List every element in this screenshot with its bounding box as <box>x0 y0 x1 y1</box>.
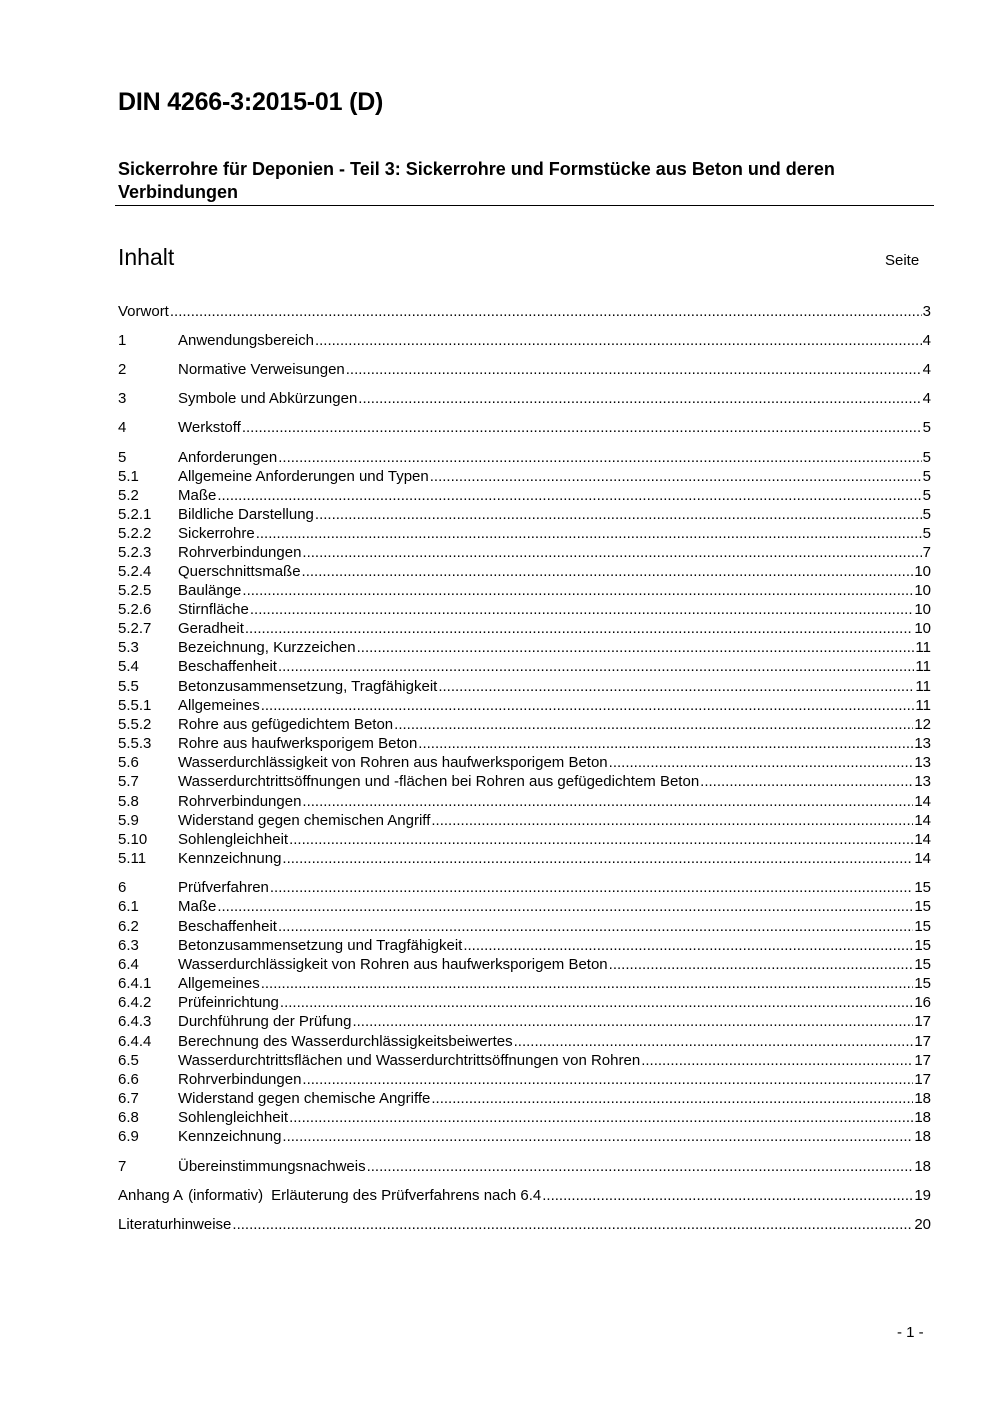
toc-entry-title: Rohre aus haufwerksporigem Beton <box>178 735 418 752</box>
toc-entry-title: Normative Verweisungen <box>178 361 345 378</box>
toc-entry-number: 5.5.2 <box>118 716 152 733</box>
toc-entry-page: 10 <box>914 563 931 580</box>
title-divider <box>115 205 934 206</box>
toc-entry-title: Anforderungen <box>178 449 278 466</box>
toc-entry-number: 5.1 <box>118 468 139 485</box>
toc-entry-number: 7 <box>118 1158 127 1175</box>
toc-entry-title: Wasserdurchtrittsöffnungen und -flächen bei Rohren aus gefügedichtem Beton <box>178 773 700 790</box>
toc-entry-title: Betonzusammensetzung, Tragfähigkeit <box>178 678 438 695</box>
toc-entry-title: Sohlengleichheit <box>178 831 289 848</box>
toc-entry-page: 10 <box>914 620 931 637</box>
toc-entry-number: 2 <box>118 361 127 378</box>
toc-entry[interactable] <box>118 1089 931 1108</box>
dot-leader <box>256 524 922 543</box>
toc-entry-number: 5.7 <box>118 773 139 790</box>
toc-entry[interactable] <box>118 467 931 486</box>
toc-entry-title: Bezeichnung, Kurzzeichen <box>178 639 356 656</box>
toc-entry-title: Durchführung der Prüfung <box>178 1013 352 1030</box>
toc-entry-title: Wasserdurchlässigkeit von Rohren aus haufwerksporigem Beton <box>178 956 608 973</box>
toc-page-column-label: Seite <box>885 252 920 269</box>
toc-entry-title: Rohrverbindungen <box>178 544 302 561</box>
toc-entry-page: 17 <box>914 1071 931 1088</box>
toc-entry-number: 5.5.3 <box>118 735 152 752</box>
dot-leader <box>302 543 921 562</box>
toc-entry-number: 5.11 <box>118 850 147 867</box>
toc-entry[interactable] <box>118 657 931 676</box>
dot-leader <box>358 389 921 408</box>
dot-leader <box>346 360 922 379</box>
toc-entry-title: Rohrverbindungen <box>178 1071 302 1088</box>
toc-entry[interactable] <box>118 524 931 543</box>
toc-entry-page: 5 <box>922 449 931 466</box>
toc-entry[interactable] <box>118 562 931 581</box>
dot-leader <box>394 715 913 734</box>
toc-entry-number: 6.9 <box>118 1128 139 1145</box>
toc-entry-title: Widerstand gegen chemische Angriffe <box>178 1090 431 1107</box>
toc-entry-page: 5 <box>922 487 931 504</box>
toc-entry-number: 5.6 <box>118 754 139 771</box>
annex-title: Erläuterung des Prüfverfahrens nach 6.4 <box>271 1187 542 1204</box>
toc-entry-page: 19 <box>914 1187 931 1204</box>
toc-entry-page: 15 <box>914 937 931 954</box>
toc-entry-number: 6.7 <box>118 1090 139 1107</box>
toc-entry-title: Sohlengleichheit <box>178 1109 289 1126</box>
dot-leader <box>245 619 913 638</box>
toc-entry[interactable] <box>118 389 931 408</box>
toc-entry-number: 5.4 <box>118 658 139 675</box>
annex-kind: (informativ) <box>188 1187 264 1204</box>
dot-leader <box>357 638 915 657</box>
toc-entry-page: 13 <box>914 735 931 752</box>
toc-entry[interactable] <box>118 753 931 772</box>
toc-entry-number: 6.8 <box>118 1109 139 1126</box>
toc-entry-title: Betonzusammensetzung und Tragfähigkeit <box>178 937 463 954</box>
toc-entry-page: 11 <box>915 678 931 695</box>
toc-entry[interactable] <box>118 734 931 753</box>
toc-entry[interactable] <box>118 830 931 849</box>
toc-entry-title: Literaturhinweise <box>118 1216 232 1233</box>
toc-entry-number: 5.2 <box>118 487 139 504</box>
toc-entry-page: 17 <box>914 1033 931 1050</box>
toc-entry-page: 18 <box>914 1090 931 1107</box>
dot-leader <box>430 467 922 486</box>
toc-entry-title: Beschaffenheit <box>178 658 277 675</box>
toc-entry-title: Bildliche Darstellung <box>178 506 314 523</box>
page-number: - 1 - <box>897 1324 924 1341</box>
toc-entry-number: 6.4 <box>118 956 139 973</box>
toc-entry-page: 5 <box>922 419 931 436</box>
toc-entry-number: 5.2.7 <box>118 620 152 637</box>
dot-leader <box>302 562 914 581</box>
toc-entry-page: 10 <box>914 601 931 618</box>
toc-entry[interactable] <box>118 993 931 1012</box>
toc-entry[interactable] <box>118 1032 931 1051</box>
toc-entry-page: 16 <box>914 994 931 1011</box>
toc-entry[interactable] <box>118 1070 931 1089</box>
toc-entry-title: Prüfverfahren <box>178 879 269 896</box>
toc-entry[interactable] <box>118 505 931 524</box>
toc-entry[interactable] <box>118 543 931 562</box>
toc-entry-number: 6.3 <box>118 937 139 954</box>
toc-entry[interactable] <box>118 811 931 830</box>
toc-entry-page: 7 <box>922 544 931 561</box>
dot-leader <box>418 734 913 753</box>
toc-entry[interactable] <box>118 1012 931 1031</box>
dot-leader <box>232 1215 913 1234</box>
dot-leader <box>700 772 913 791</box>
dot-leader <box>217 486 921 505</box>
toc-entry[interactable] <box>118 849 931 868</box>
toc-entry-number: 5.2.3 <box>118 544 152 561</box>
toc-entry-page: 14 <box>914 793 931 810</box>
toc-entry-title: Kennzeichnung <box>178 850 282 867</box>
toc-entry-page: 18 <box>914 1109 931 1126</box>
dot-leader <box>431 811 913 830</box>
toc-entry-number: 5.2.2 <box>118 525 152 542</box>
toc-entry[interactable] <box>118 331 931 350</box>
toc-entry[interactable] <box>118 638 931 657</box>
dot-leader <box>278 657 914 676</box>
dot-leader <box>278 917 913 936</box>
toc-entry[interactable] <box>118 1051 931 1070</box>
toc-entry-bibliography[interactable] <box>118 1215 931 1234</box>
toc-entry-number: 6.6 <box>118 1071 139 1088</box>
toc-entry-title: Allgemeine Anforderungen und Typen <box>178 468 429 485</box>
toc-entry-page: 4 <box>922 332 931 349</box>
toc-entry-annex-a[interactable] <box>118 1186 931 1205</box>
toc-entry-page: 18 <box>914 1128 931 1145</box>
toc-entry-page: 17 <box>914 1013 931 1030</box>
toc-entry-page: 11 <box>915 639 931 656</box>
toc-entry[interactable] <box>118 581 931 600</box>
toc-entry-number: 5.2.1 <box>118 506 152 523</box>
toc-entry-title: Prüfeinrichtung <box>178 994 279 1011</box>
toc-entry-title: Baulänge <box>178 582 242 599</box>
dot-leader <box>463 936 913 955</box>
toc-entry-page: 11 <box>915 697 931 714</box>
toc-entry-title: Rohre aus gefügedichtem Beton <box>178 716 394 733</box>
toc-entry-title: Beschaffenheit <box>178 918 277 935</box>
toc-entry-number: 3 <box>118 390 127 407</box>
toc-entry-number: 6.1 <box>118 898 139 915</box>
toc-entry-number: 5.5 <box>118 678 139 695</box>
document-id: DIN 4266-3:2015-01 (D) <box>118 88 384 116</box>
toc-entry-title: Sickerrohre <box>178 525 255 542</box>
toc-entry-title: Symbole und Abkürzungen <box>178 390 358 407</box>
toc-entry-page: 5 <box>922 506 931 523</box>
dot-leader <box>367 1157 914 1176</box>
toc-entry-page: 14 <box>914 812 931 829</box>
toc-entry-page: 12 <box>914 716 931 733</box>
dot-leader <box>438 677 914 696</box>
toc-entry-number: 6.4.4 <box>118 1033 152 1050</box>
toc-entry-page: 11 <box>915 658 931 675</box>
toc-entry-title: Maße <box>178 898 217 915</box>
dot-leader <box>514 1032 914 1051</box>
dot-leader <box>641 1051 913 1070</box>
toc-entry-title: Berechnung des Wasserdurchlässigkeitsbeiwertes <box>178 1033 513 1050</box>
toc-entry-number: 1 <box>118 332 127 349</box>
toc-entry-title: Stirnfläche <box>178 601 249 618</box>
toc-entry-title: Widerstand gegen chemischen Angriff <box>178 812 431 829</box>
toc-entry-page: 13 <box>914 773 931 790</box>
toc-entry[interactable] <box>118 677 931 696</box>
dot-leader <box>609 753 914 772</box>
dot-leader <box>315 331 922 350</box>
toc-entry[interactable] <box>118 486 931 505</box>
toc-entry[interactable] <box>118 619 931 638</box>
toc-entry[interactable] <box>118 1157 931 1176</box>
toc-entry-number: 5.8 <box>118 793 139 810</box>
toc-entry-number: 5.10 <box>118 831 148 848</box>
dot-leader <box>270 878 913 897</box>
toc-entry-page: 13 <box>914 754 931 771</box>
toc-entry-number: 5.3 <box>118 639 139 656</box>
toc-entry[interactable] <box>118 448 931 467</box>
toc-entry[interactable] <box>118 1108 931 1127</box>
toc-entry[interactable] <box>118 418 931 437</box>
toc-entry-number: 6.4.1 <box>118 975 152 992</box>
toc-entry[interactable] <box>118 974 931 993</box>
dot-leader <box>315 505 922 524</box>
toc-entry[interactable] <box>118 600 931 619</box>
toc-entry[interactable] <box>118 360 931 379</box>
toc-entry[interactable] <box>118 917 931 936</box>
toc-entry-number: 5.2.4 <box>118 563 152 580</box>
toc-entry-number: 5.5.1 <box>118 697 152 714</box>
toc-entry-page: 5 <box>922 468 931 485</box>
toc-entry-title: Übereinstimmungsnachweis <box>178 1158 366 1175</box>
toc-entry-page: 15 <box>914 898 931 915</box>
toc-entry-page: 14 <box>914 850 931 867</box>
toc-entry-title: Rohrverbindungen <box>178 793 302 810</box>
dot-leader <box>217 897 913 916</box>
toc-entry-title: Wasserdurchtrittsflächen und Wasserdurchtrittsöffnungen von Rohren <box>178 1052 641 1069</box>
toc-entry-number: 6.4.2 <box>118 994 152 1011</box>
toc-entry[interactable] <box>118 772 931 791</box>
toc-entry[interactable] <box>118 936 931 955</box>
toc-entry-number: 5 <box>118 449 127 466</box>
toc-entry-page: 10 <box>914 582 931 599</box>
toc-entry[interactable] <box>118 696 931 715</box>
toc-entry[interactable] <box>118 715 931 734</box>
toc-entry-page: 3 <box>922 303 931 320</box>
dot-leader <box>278 448 921 467</box>
dot-leader <box>170 302 922 321</box>
toc-entry-page: 14 <box>914 831 931 848</box>
toc-entry-page: 20 <box>914 1216 931 1233</box>
toc-heading: Inhalt <box>118 244 175 270</box>
toc-entry-title: Kennzeichnung <box>178 1128 282 1145</box>
toc-entry-title: Geradheit <box>178 620 244 637</box>
dot-leader <box>282 1127 913 1146</box>
toc-entry-page: 18 <box>914 1158 931 1175</box>
toc-entry-page: 15 <box>914 918 931 935</box>
dot-leader <box>242 418 922 437</box>
dot-leader <box>302 1070 913 1089</box>
dot-leader <box>542 1186 913 1205</box>
toc-entry-page: 17 <box>914 1052 931 1069</box>
document-title: Sickerrohre für Deponien - Teil 3: Sickerrohre und Formstücke aus Beton und deren Verbindungen <box>118 159 835 202</box>
toc-entry-number: 5.2.5 <box>118 582 152 599</box>
toc-entry-page: 4 <box>922 361 931 378</box>
dot-leader <box>289 1108 913 1127</box>
toc-entry-title: Anwendungsbereich <box>178 332 314 349</box>
toc-entry[interactable] <box>118 897 931 916</box>
dot-leader <box>261 974 914 993</box>
toc-entry-number: 5.9 <box>118 812 139 829</box>
toc-entry-number: 6.5 <box>118 1052 139 1069</box>
toc-entry-page: 15 <box>914 956 931 973</box>
dot-leader <box>250 600 913 619</box>
toc-entry-title: Vorwort <box>118 303 169 320</box>
toc-entry-title: Allgemeines <box>178 697 260 714</box>
toc-entry[interactable] <box>118 955 931 974</box>
toc-entry-title: Querschnittsmaße <box>178 563 301 580</box>
dot-leader <box>280 993 913 1012</box>
toc-entry-title: Wasserdurchlässigkeit von Rohren aus haufwerksporigem Beton <box>178 754 608 771</box>
dot-leader <box>302 792 913 811</box>
toc-entry-number: 6 <box>118 879 127 896</box>
dot-leader <box>352 1012 913 1031</box>
dot-leader <box>242 581 913 600</box>
toc-entry-page: 15 <box>914 879 931 896</box>
toc-entry-title: Allgemeines <box>178 975 260 992</box>
toc-entry-number: 6.4.3 <box>118 1013 152 1030</box>
toc-entry[interactable] <box>118 792 931 811</box>
toc-entry-title: Werkstoff <box>178 419 241 436</box>
dot-leader <box>289 830 913 849</box>
toc-entry[interactable] <box>118 878 931 897</box>
toc-entry-page: 4 <box>922 390 931 407</box>
toc-entry-page: 5 <box>922 525 931 542</box>
annex-label: Anhang A <box>118 1187 184 1204</box>
toc-entry-vorwort[interactable] <box>118 302 931 321</box>
dot-leader <box>609 955 914 974</box>
dot-leader <box>261 696 915 715</box>
toc-entry[interactable] <box>118 1127 931 1146</box>
toc-entry-title: Maße <box>178 487 217 504</box>
toc-entry-number: 6.2 <box>118 918 139 935</box>
toc-entry-number: 5.2.6 <box>118 601 152 618</box>
toc-entry-page: 15 <box>914 975 931 992</box>
dot-leader <box>282 849 913 868</box>
toc-entry-number: 4 <box>118 419 127 436</box>
dot-leader <box>431 1089 913 1108</box>
